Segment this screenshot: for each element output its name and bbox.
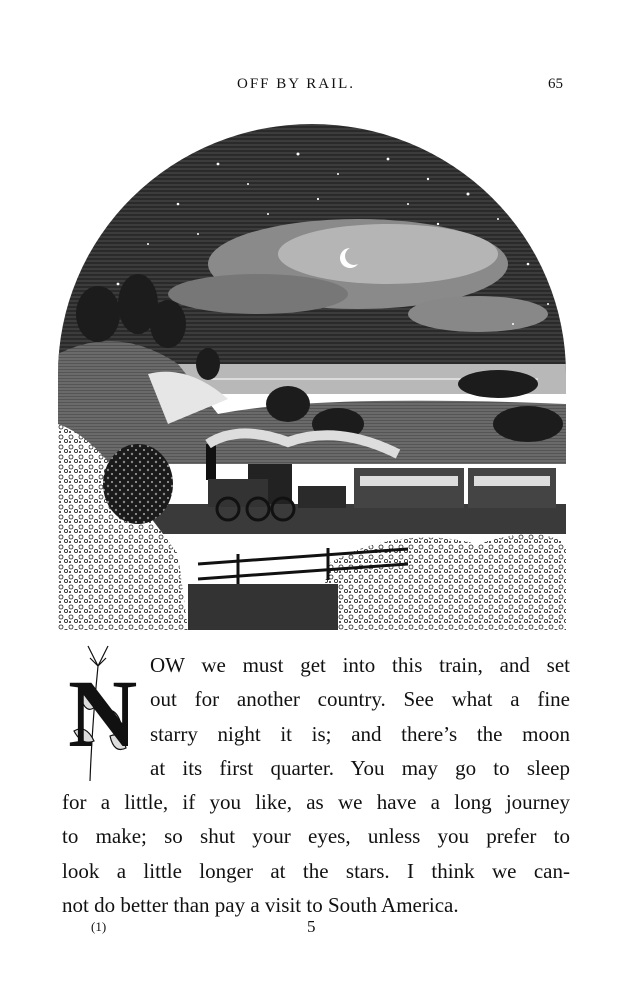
body-line: for a little, if you like, as we have a long journey [62, 790, 570, 815]
body-line: not do better than pay a visit to South America. [62, 893, 459, 918]
body-line: at its first quarter. You may go to sleep [150, 755, 570, 780]
body-line: starry night it is; and there’s the moon [150, 721, 570, 746]
body-line: OW we must get into this train, and set [150, 653, 570, 677]
page-number: 65 [548, 76, 563, 92]
body-line: out for another country. See what a fine [150, 687, 570, 712]
body-line: look a little longer at the stars. I think we can- [62, 858, 570, 883]
body-line: to make; so shut your eyes, unless you prefer to [62, 824, 570, 849]
running-title: OFF BY RAIL. [237, 76, 356, 92]
drop-cap-glyph: N [68, 660, 138, 767]
night-train-illustration [58, 124, 566, 630]
folio-number: 5 [307, 917, 316, 936]
body-text [62, 648, 570, 922]
signature-mark: (1) [91, 919, 107, 934]
